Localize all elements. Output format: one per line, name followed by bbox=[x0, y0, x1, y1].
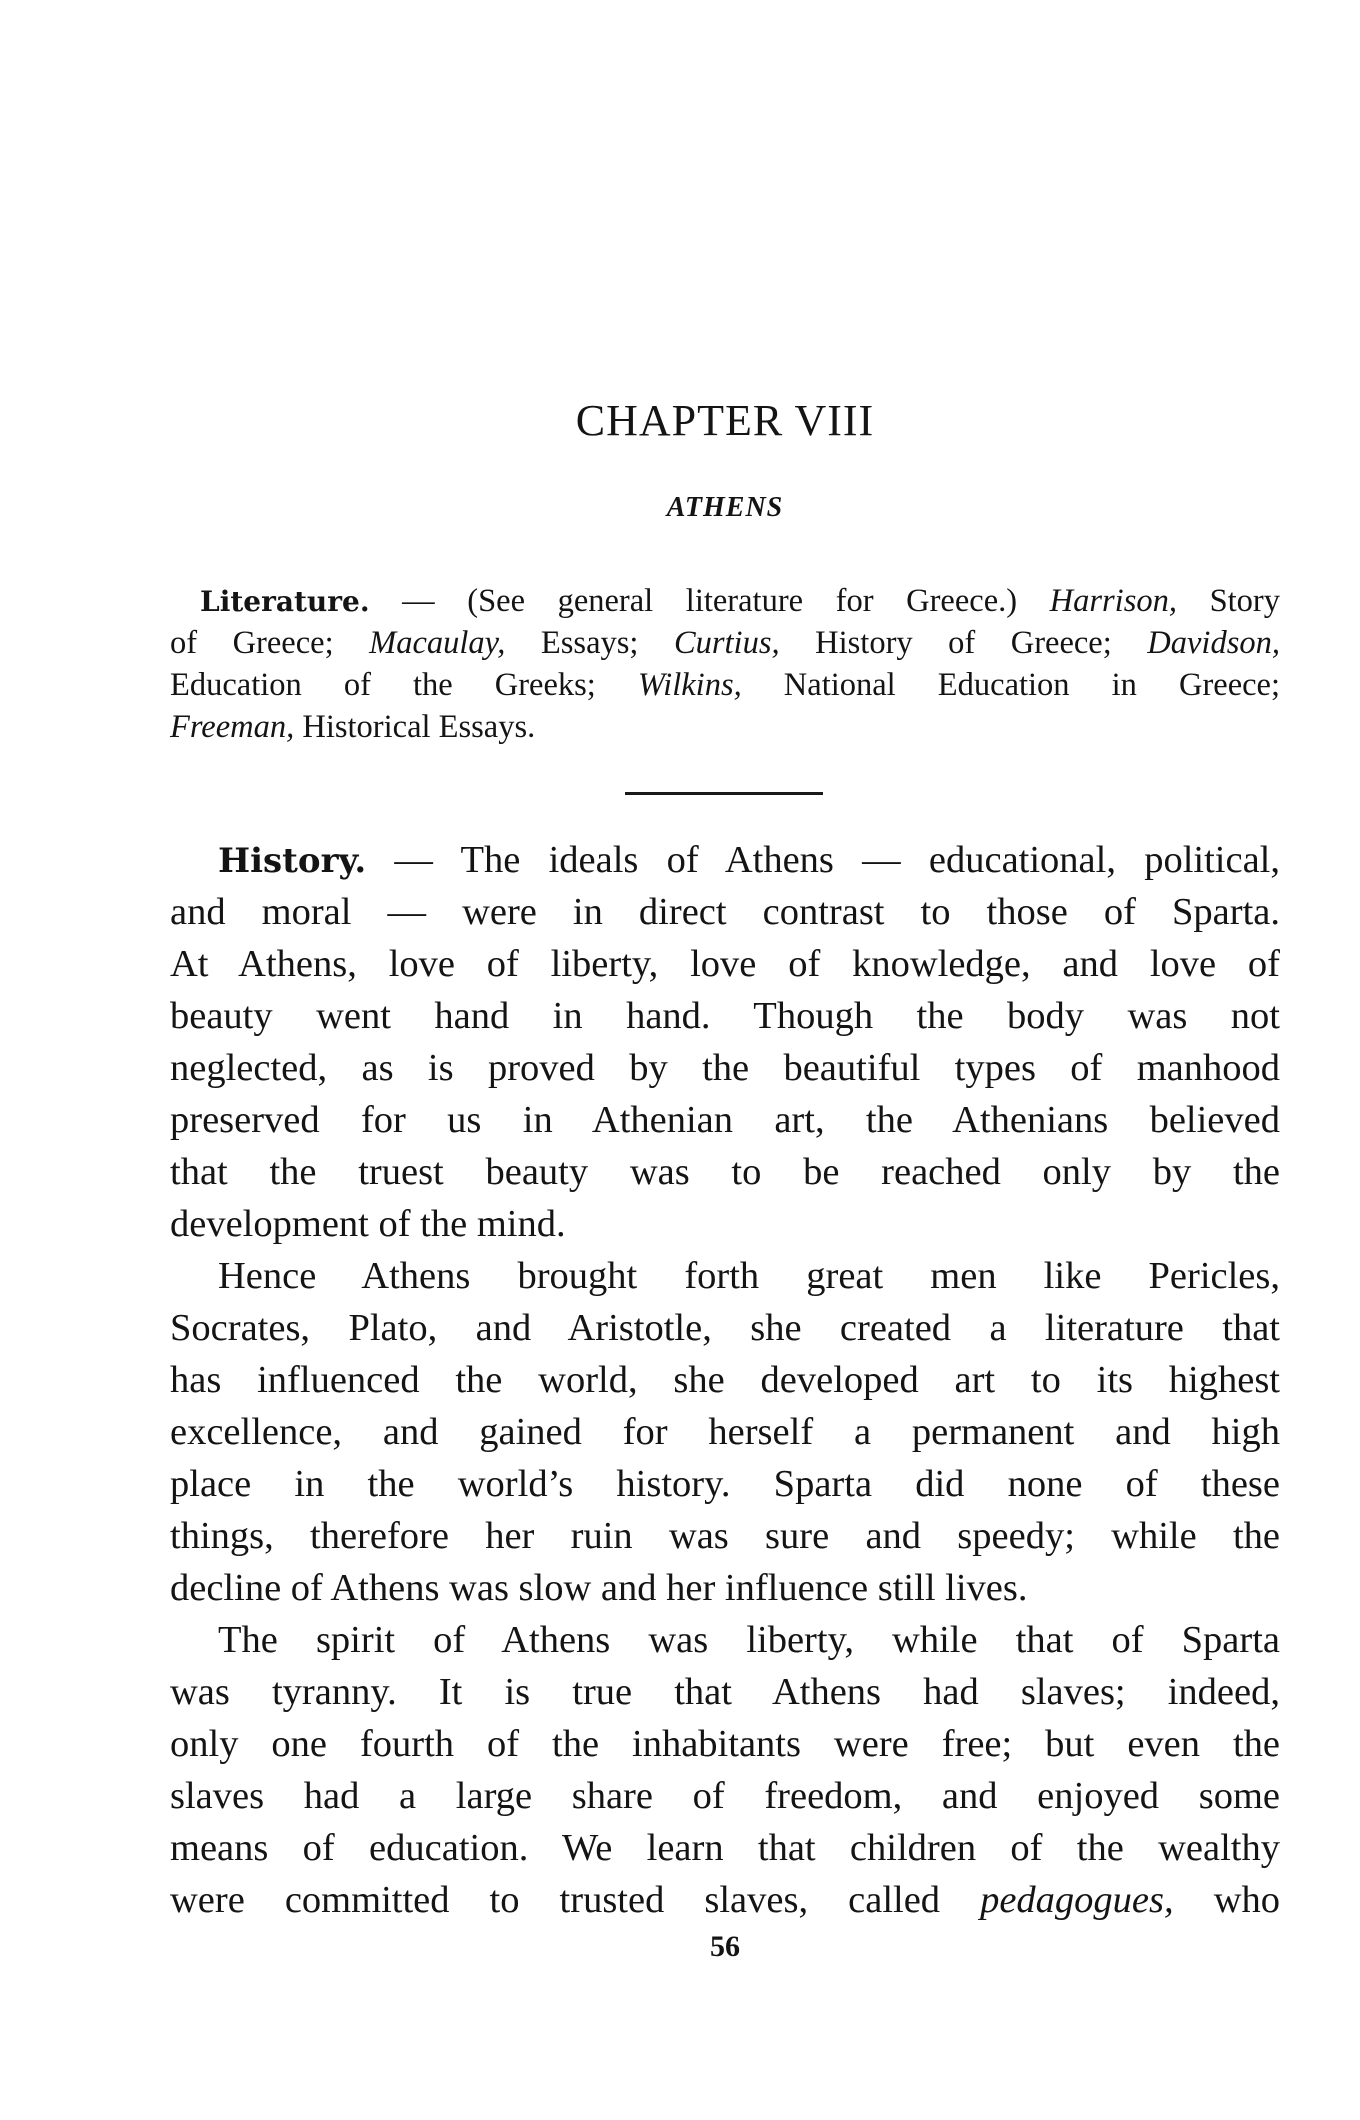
author-name: Harrison, bbox=[1049, 583, 1177, 619]
text-line: and moral — were in direct contrast to those of Sparta. bbox=[170, 891, 1280, 933]
literature-line: Literature. — (See general literature for Greece.) Harrison, Story bbox=[200, 583, 1280, 619]
text-line: excellence, and gained for herself a permanent and high bbox=[170, 1411, 1280, 1453]
text-line: only one fourth of the inhabitants were free; but even the bbox=[170, 1723, 1280, 1765]
section-divider bbox=[625, 792, 823, 795]
literature-line: of Greece; Macaulay, Essays; Curtius, History of Greece; Davidson, bbox=[170, 625, 1280, 661]
book-page bbox=[170, 0, 1280, 2120]
text-line: The spirit of Athens was liberty, while that of Sparta bbox=[218, 1619, 1280, 1661]
text-line: decline of Athens was slow and her influence still lives. bbox=[170, 1567, 1028, 1609]
text-line: was tyranny. It is true that Athens had slaves; indeed, bbox=[170, 1671, 1280, 1713]
text-line: History. — The ideals of Athens — educational, political, bbox=[218, 839, 1280, 881]
text-line: preserved for us in Athenian art, the Athenians believed bbox=[170, 1099, 1280, 1141]
literature-line: Freeman, Historical Essays. bbox=[170, 709, 536, 745]
text-line: beauty went hand in hand. Though the body was not bbox=[170, 995, 1280, 1037]
chapter-subtitle: ATHENS bbox=[666, 492, 784, 523]
text-line: Socrates, Plato, and Aristotle, she created a literature that bbox=[170, 1307, 1280, 1349]
text-line: development of the mind. bbox=[170, 1203, 566, 1245]
author-name: Davidson, bbox=[1147, 625, 1280, 661]
italic-term: pedagogues, bbox=[980, 1879, 1174, 1921]
text-line: has influenced the world, she developed art to its highest bbox=[170, 1359, 1280, 1401]
author-name: Freeman, bbox=[170, 709, 295, 745]
author-name: Curtius, bbox=[673, 625, 780, 661]
page-number: 56 bbox=[710, 1930, 740, 1963]
author-name: Macaulay, bbox=[369, 625, 506, 661]
text-line: Hence Athens brought forth great men like Pericles, bbox=[218, 1255, 1280, 1297]
text-line: things, therefore her ruin was sure and speedy; while the bbox=[170, 1515, 1280, 1557]
author-name: Wilkins, bbox=[637, 667, 742, 703]
text-line: neglected, as is proved by the beautiful types of manhood bbox=[170, 1047, 1280, 1089]
text-line: that the truest beauty was to be reached only by the bbox=[170, 1151, 1280, 1193]
history-label: History. bbox=[218, 841, 367, 881]
text-line: were committed to trusted slaves, called pedagogues, who bbox=[170, 1879, 1280, 1921]
text-line: slaves had a large share of freedom, and enjoyed some bbox=[170, 1775, 1280, 1817]
literature-line: Education of the Greeks; Wilkins, National Education in Greece; bbox=[170, 667, 1280, 703]
chapter-body bbox=[170, 834, 1280, 1926]
literature-references bbox=[170, 580, 1280, 748]
text-line: At Athens, love of liberty, love of knowledge, and love of bbox=[170, 943, 1280, 985]
text-line: means of education. We learn that children of the wealthy bbox=[170, 1827, 1280, 1869]
literature-label: Literature. bbox=[200, 585, 370, 618]
chapter-heading: CHAPTER VIII bbox=[575, 396, 875, 445]
text-line: place in the world’s history. Sparta did none of these bbox=[170, 1463, 1280, 1505]
